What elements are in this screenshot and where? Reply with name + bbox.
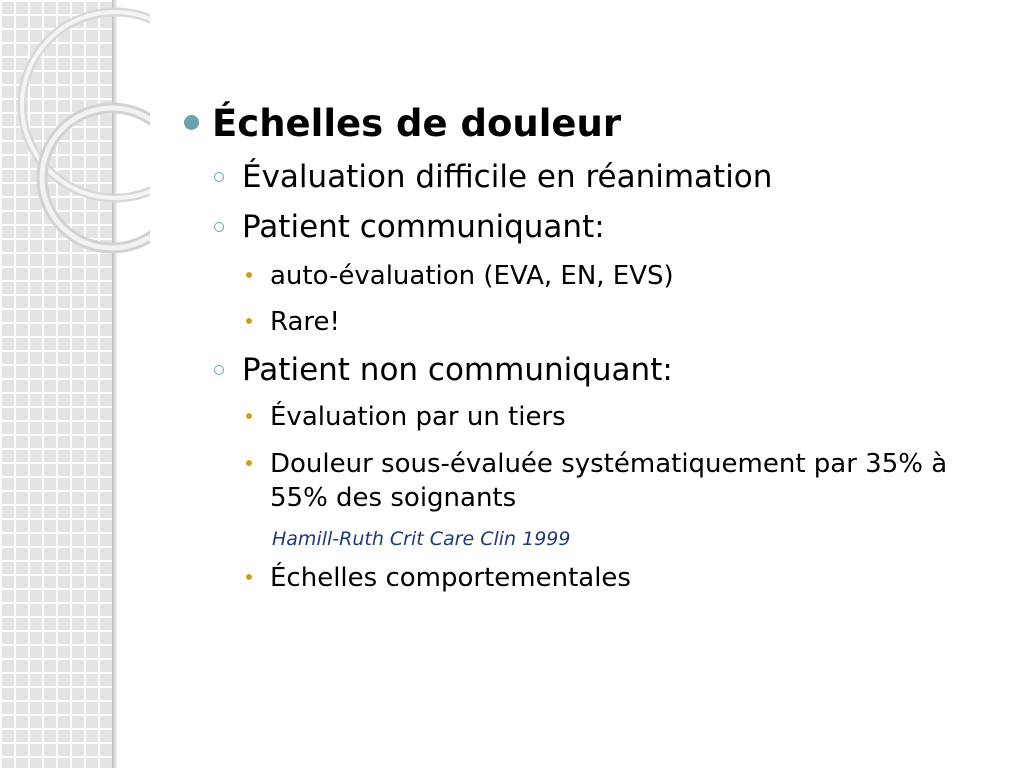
level3-bullet-icon: [246, 460, 252, 466]
level2-bullet-icon: [214, 222, 224, 232]
level3-bullet-icon: [246, 272, 252, 278]
bullet-patient-non-communiquant: Patient non communiquant:: [242, 352, 673, 388]
level3-bullet-icon: [246, 574, 252, 580]
bullet-evaluation-difficile: Évaluation difficile en réanimation: [242, 159, 773, 195]
bullet-evaluation-par-tiers: Évaluation par un tiers: [270, 402, 566, 432]
level2-bullet-icon: [214, 172, 224, 182]
citation: Hamill-Ruth Crit Care Clin 1999: [272, 528, 571, 550]
bullet-echelles-comportementales: Échelles comportementales: [270, 563, 631, 593]
level2-bullet-icon: [214, 365, 224, 375]
slide-heading: Échelles de douleur: [212, 102, 622, 145]
level1-bullet-icon: [184, 115, 199, 130]
bullet-rare: Rare!: [270, 307, 340, 337]
bullet-douleur-sous-evaluee: Douleur sous-évaluée systématiquement par 35% à 55% des soignants: [270, 449, 948, 513]
bullet-auto-evaluation: auto-évaluation (EVA, EN, EVS): [270, 261, 674, 291]
level3-bullet-icon: [246, 318, 252, 324]
bullet-patient-communiquant: Patient communiquant:: [242, 209, 605, 245]
level3-bullet-icon: [246, 413, 252, 419]
